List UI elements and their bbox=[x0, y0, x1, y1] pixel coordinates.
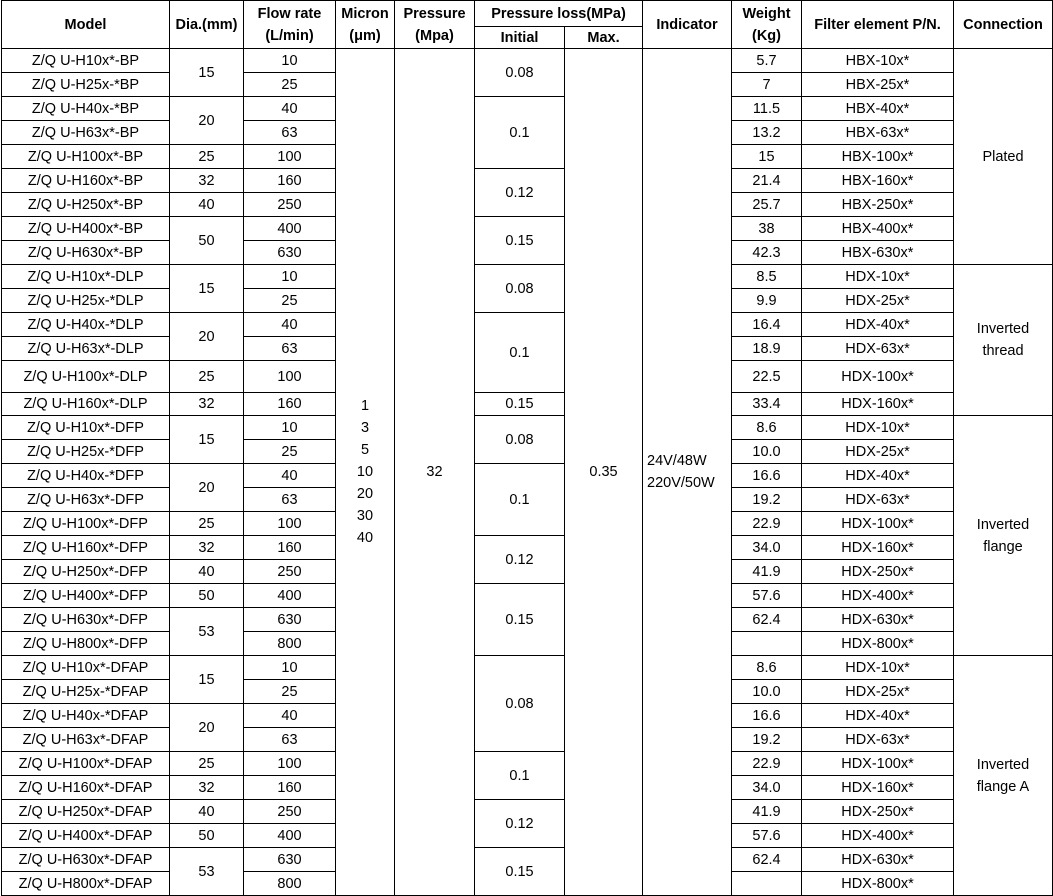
dia-cell: 50 bbox=[170, 584, 244, 608]
table-row bbox=[2, 536, 1053, 560]
header-pressure-loss: Pressure loss(MPa) bbox=[475, 1, 643, 27]
weight-cell: 62.4 bbox=[732, 608, 802, 632]
dia-cell: 40 bbox=[170, 800, 244, 824]
dia-cell: 40 bbox=[170, 193, 244, 217]
flow-rate-cell: 250 bbox=[244, 800, 336, 824]
initial-loss-cell: 0.08 bbox=[475, 49, 565, 97]
flow-rate-cell: 400 bbox=[244, 824, 336, 848]
filter-element-cell: HBX-160x* bbox=[802, 169, 954, 193]
flow-rate-cell: 800 bbox=[244, 632, 336, 656]
initial-loss-cell: 0.1 bbox=[475, 752, 565, 800]
micron-cell: 1 3 5 10 20 30 40 bbox=[336, 49, 395, 896]
dia-cell: 20 bbox=[170, 97, 244, 145]
initial-loss-cell: 0.08 bbox=[475, 416, 565, 464]
header-initial: Initial bbox=[475, 27, 565, 49]
weight-cell: 34.0 bbox=[732, 536, 802, 560]
flow-rate-cell: 160 bbox=[244, 393, 336, 416]
filter-element-cell: HDX-160x* bbox=[802, 776, 954, 800]
model-cell: Z/Q U-H250x*-BP bbox=[2, 193, 170, 217]
flow-rate-cell: 25 bbox=[244, 680, 336, 704]
flow-rate-cell: 10 bbox=[244, 265, 336, 289]
model-cell: Z/Q U-H40x-*DFAP bbox=[2, 704, 170, 728]
weight-cell bbox=[732, 632, 802, 656]
header-micron: Micron (μm) bbox=[336, 1, 395, 49]
flow-rate-cell: 400 bbox=[244, 584, 336, 608]
model-cell: Z/Q U-H25x-*DFP bbox=[2, 440, 170, 464]
table-row bbox=[2, 800, 1053, 824]
model-cell: Z/Q U-H63x*-DFP bbox=[2, 488, 170, 512]
flow-rate-cell: 100 bbox=[244, 512, 336, 536]
header-flow-rate: Flow rate (L/min) bbox=[244, 1, 336, 49]
model-cell: Z/Q U-H160x*-DLP bbox=[2, 393, 170, 416]
header-connection: Connection bbox=[954, 1, 1053, 49]
model-cell: Z/Q U-H100x*-DFAP bbox=[2, 752, 170, 776]
model-cell: Z/Q U-H100x*-DFP bbox=[2, 512, 170, 536]
flow-rate-cell: 10 bbox=[244, 49, 336, 73]
weight-cell: 22.9 bbox=[732, 752, 802, 776]
weight-cell: 25.7 bbox=[732, 193, 802, 217]
flow-rate-cell: 250 bbox=[244, 560, 336, 584]
dia-cell: 20 bbox=[170, 464, 244, 512]
initial-loss-cell: 0.08 bbox=[475, 656, 565, 752]
flow-rate-cell: 63 bbox=[244, 337, 336, 361]
model-cell: Z/Q U-H10x*-DFAP bbox=[2, 656, 170, 680]
weight-cell: 18.9 bbox=[732, 337, 802, 361]
weight-cell: 41.9 bbox=[732, 560, 802, 584]
filter-element-cell: HDX-800x* bbox=[802, 632, 954, 656]
weight-cell: 41.9 bbox=[732, 800, 802, 824]
filter-element-cell: HBX-400x* bbox=[802, 217, 954, 241]
weight-cell: 19.2 bbox=[732, 728, 802, 752]
initial-loss-cell: 0.12 bbox=[475, 800, 565, 848]
filter-element-cell: HBX-100x* bbox=[802, 145, 954, 169]
initial-loss-cell: 0.1 bbox=[475, 313, 565, 393]
flow-rate-cell: 25 bbox=[244, 289, 336, 313]
filter-element-cell: HDX-250x* bbox=[802, 800, 954, 824]
weight-cell: 8.6 bbox=[732, 656, 802, 680]
flow-rate-cell: 400 bbox=[244, 217, 336, 241]
model-cell: Z/Q U-H400x*-BP bbox=[2, 217, 170, 241]
weight-cell: 33.4 bbox=[732, 393, 802, 416]
model-cell: Z/Q U-H800x*-DFP bbox=[2, 632, 170, 656]
table-row bbox=[2, 169, 1053, 193]
model-cell: Z/Q U-H63x*-DLP bbox=[2, 337, 170, 361]
dia-cell: 15 bbox=[170, 49, 244, 97]
weight-cell: 7 bbox=[732, 73, 802, 97]
dia-cell: 40 bbox=[170, 560, 244, 584]
filter-element-cell: HDX-100x* bbox=[802, 361, 954, 393]
header-model: Model bbox=[2, 1, 170, 49]
initial-loss-cell: 0.12 bbox=[475, 169, 565, 217]
weight-cell: 34.0 bbox=[732, 776, 802, 800]
header-filter-element: Filter element P/N. bbox=[802, 1, 954, 49]
initial-loss-cell: 0.08 bbox=[475, 265, 565, 313]
filter-element-cell: HDX-10x* bbox=[802, 416, 954, 440]
filter-element-cell: HBX-40x* bbox=[802, 97, 954, 121]
weight-cell: 57.6 bbox=[732, 824, 802, 848]
table-row bbox=[2, 265, 1053, 289]
flow-rate-cell: 40 bbox=[244, 704, 336, 728]
flow-rate-cell: 160 bbox=[244, 536, 336, 560]
model-cell: Z/Q U-H25x-*DFAP bbox=[2, 680, 170, 704]
header-max: Max. bbox=[565, 27, 643, 49]
model-cell: Z/Q U-H40x-*DLP bbox=[2, 313, 170, 337]
table-row bbox=[2, 656, 1053, 680]
table-row bbox=[2, 393, 1053, 416]
filter-element-cell: HDX-63x* bbox=[802, 728, 954, 752]
dia-cell: 32 bbox=[170, 776, 244, 800]
indicator-cell: 24V/48W 220V/50W bbox=[643, 49, 732, 896]
dia-cell: 15 bbox=[170, 265, 244, 313]
header-pressure: Pressure (Mpa) bbox=[395, 1, 475, 49]
weight-cell: 57.6 bbox=[732, 584, 802, 608]
filter-element-cell: HBX-250x* bbox=[802, 193, 954, 217]
model-cell: Z/Q U-H400x*-DFP bbox=[2, 584, 170, 608]
flow-rate-cell: 63 bbox=[244, 488, 336, 512]
filter-element-cell: HBX-63x* bbox=[802, 121, 954, 145]
weight-cell: 8.5 bbox=[732, 265, 802, 289]
weight-cell: 38 bbox=[732, 217, 802, 241]
max-loss-cell: 0.35 bbox=[565, 49, 643, 896]
flow-rate-cell: 250 bbox=[244, 193, 336, 217]
model-cell: Z/Q U-H160x*-BP bbox=[2, 169, 170, 193]
header-row bbox=[2, 1, 1053, 27]
header-dia: Dia.(mm) bbox=[170, 1, 244, 49]
model-cell: Z/Q U-H160x*-DFAP bbox=[2, 776, 170, 800]
flow-rate-cell: 800 bbox=[244, 872, 336, 896]
dia-cell: 15 bbox=[170, 656, 244, 704]
header-indicator: Indicator bbox=[643, 1, 732, 49]
dia-cell: 25 bbox=[170, 752, 244, 776]
filter-element-cell: HDX-63x* bbox=[802, 337, 954, 361]
dia-cell: 53 bbox=[170, 608, 244, 656]
weight-cell: 22.9 bbox=[732, 512, 802, 536]
flow-rate-cell: 10 bbox=[244, 656, 336, 680]
model-cell: Z/Q U-H250x*-DFAP bbox=[2, 800, 170, 824]
weight-cell: 9.9 bbox=[732, 289, 802, 313]
table-body bbox=[2, 1, 1053, 896]
flow-rate-cell: 40 bbox=[244, 97, 336, 121]
model-cell: Z/Q U-H40x-*BP bbox=[2, 97, 170, 121]
model-cell: Z/Q U-H40x-*DFP bbox=[2, 464, 170, 488]
filter-element-cell: HDX-63x* bbox=[802, 488, 954, 512]
filter-element-cell: HDX-100x* bbox=[802, 752, 954, 776]
filter-element-cell: HDX-40x* bbox=[802, 464, 954, 488]
weight-cell: 62.4 bbox=[732, 848, 802, 872]
connection-cell: Plated bbox=[954, 49, 1053, 265]
flow-rate-cell: 630 bbox=[244, 608, 336, 632]
flow-rate-cell: 40 bbox=[244, 313, 336, 337]
dia-cell: 32 bbox=[170, 169, 244, 193]
table-row bbox=[2, 49, 1053, 73]
table-row bbox=[2, 584, 1053, 608]
dia-cell: 32 bbox=[170, 536, 244, 560]
flow-rate-cell: 63 bbox=[244, 728, 336, 752]
model-cell: Z/Q U-H63x*-DFAP bbox=[2, 728, 170, 752]
filter-element-cell: HBX-25x* bbox=[802, 73, 954, 97]
flow-rate-cell: 630 bbox=[244, 241, 336, 265]
filter-spec-table bbox=[1, 0, 1053, 896]
filter-element-cell: HDX-40x* bbox=[802, 704, 954, 728]
flow-rate-cell: 100 bbox=[244, 361, 336, 393]
filter-element-cell: HBX-10x* bbox=[802, 49, 954, 73]
weight-cell bbox=[732, 872, 802, 896]
flow-rate-cell: 100 bbox=[244, 145, 336, 169]
weight-cell: 16.6 bbox=[732, 704, 802, 728]
model-cell: Z/Q U-H10x*-DFP bbox=[2, 416, 170, 440]
filter-element-cell: HDX-160x* bbox=[802, 393, 954, 416]
weight-cell: 5.7 bbox=[732, 49, 802, 73]
table-row bbox=[2, 464, 1053, 488]
dia-cell: 15 bbox=[170, 416, 244, 464]
filter-element-cell: HDX-40x* bbox=[802, 313, 954, 337]
table-row bbox=[2, 752, 1053, 776]
filter-element-cell: HBX-630x* bbox=[802, 241, 954, 265]
table-row bbox=[2, 848, 1053, 872]
flow-rate-cell: 25 bbox=[244, 73, 336, 97]
weight-cell: 16.6 bbox=[732, 464, 802, 488]
filter-element-cell: HDX-630x* bbox=[802, 608, 954, 632]
filter-element-cell: HDX-10x* bbox=[802, 656, 954, 680]
connection-cell: Inverted flange bbox=[954, 416, 1053, 656]
initial-loss-cell: 0.1 bbox=[475, 464, 565, 536]
header-weight: Weight (Kg) bbox=[732, 1, 802, 49]
filter-element-cell: HDX-160x* bbox=[802, 536, 954, 560]
dia-cell: 20 bbox=[170, 313, 244, 361]
weight-cell: 13.2 bbox=[732, 121, 802, 145]
flow-rate-cell: 100 bbox=[244, 752, 336, 776]
initial-loss-cell: 0.1 bbox=[475, 97, 565, 169]
weight-cell: 10.0 bbox=[732, 680, 802, 704]
model-cell: Z/Q U-H160x*-DFP bbox=[2, 536, 170, 560]
filter-element-cell: HDX-630x* bbox=[802, 848, 954, 872]
dia-cell: 20 bbox=[170, 704, 244, 752]
filter-element-cell: HDX-400x* bbox=[802, 824, 954, 848]
filter-element-cell: HDX-25x* bbox=[802, 440, 954, 464]
filter-element-cell: HDX-800x* bbox=[802, 872, 954, 896]
filter-element-cell: HDX-25x* bbox=[802, 680, 954, 704]
model-cell: Z/Q U-H630x*-BP bbox=[2, 241, 170, 265]
weight-cell: 10.0 bbox=[732, 440, 802, 464]
flow-rate-cell: 160 bbox=[244, 169, 336, 193]
weight-cell: 19.2 bbox=[732, 488, 802, 512]
model-cell: Z/Q U-H25x-*DLP bbox=[2, 289, 170, 313]
weight-cell: 21.4 bbox=[732, 169, 802, 193]
weight-cell: 22.5 bbox=[732, 361, 802, 393]
filter-element-cell: HDX-400x* bbox=[802, 584, 954, 608]
initial-loss-cell: 0.12 bbox=[475, 536, 565, 584]
flow-rate-cell: 25 bbox=[244, 440, 336, 464]
flow-rate-cell: 40 bbox=[244, 464, 336, 488]
model-cell: Z/Q U-H10x*-DLP bbox=[2, 265, 170, 289]
initial-loss-cell: 0.15 bbox=[475, 393, 565, 416]
connection-cell: Inverted thread bbox=[954, 265, 1053, 416]
initial-loss-cell: 0.15 bbox=[475, 584, 565, 656]
dia-cell: 50 bbox=[170, 824, 244, 848]
model-cell: Z/Q U-H63x*-BP bbox=[2, 121, 170, 145]
weight-cell: 15 bbox=[732, 145, 802, 169]
filter-element-cell: HDX-10x* bbox=[802, 265, 954, 289]
dia-cell: 50 bbox=[170, 217, 244, 265]
filter-element-cell: HDX-250x* bbox=[802, 560, 954, 584]
model-cell: Z/Q U-H630x*-DFP bbox=[2, 608, 170, 632]
table-row bbox=[2, 313, 1053, 337]
initial-loss-cell: 0.15 bbox=[475, 217, 565, 265]
flow-rate-cell: 10 bbox=[244, 416, 336, 440]
table-row bbox=[2, 97, 1053, 121]
weight-cell: 11.5 bbox=[732, 97, 802, 121]
table-row bbox=[2, 416, 1053, 440]
model-cell: Z/Q U-H10x*-BP bbox=[2, 49, 170, 73]
weight-cell: 42.3 bbox=[732, 241, 802, 265]
connection-cell: Inverted flange A bbox=[954, 656, 1053, 896]
flow-rate-cell: 160 bbox=[244, 776, 336, 800]
model-cell: Z/Q U-H800x*-DFAP bbox=[2, 872, 170, 896]
model-cell: Z/Q U-H100x*-DLP bbox=[2, 361, 170, 393]
weight-cell: 16.4 bbox=[732, 313, 802, 337]
model-cell: Z/Q U-H250x*-DFP bbox=[2, 560, 170, 584]
pressure-cell: 32 bbox=[395, 49, 475, 896]
initial-loss-cell: 0.15 bbox=[475, 848, 565, 896]
model-cell: Z/Q U-H630x*-DFAP bbox=[2, 848, 170, 872]
model-cell: Z/Q U-H100x*-BP bbox=[2, 145, 170, 169]
model-cell: Z/Q U-H25x-*BP bbox=[2, 73, 170, 97]
dia-cell: 53 bbox=[170, 848, 244, 896]
model-cell: Z/Q U-H400x*-DFAP bbox=[2, 824, 170, 848]
table-row bbox=[2, 217, 1053, 241]
dia-cell: 25 bbox=[170, 512, 244, 536]
weight-cell: 8.6 bbox=[732, 416, 802, 440]
flow-rate-cell: 630 bbox=[244, 848, 336, 872]
dia-cell: 25 bbox=[170, 361, 244, 393]
filter-element-cell: HDX-25x* bbox=[802, 289, 954, 313]
dia-cell: 25 bbox=[170, 145, 244, 169]
dia-cell: 32 bbox=[170, 393, 244, 416]
filter-element-cell: HDX-100x* bbox=[802, 512, 954, 536]
flow-rate-cell: 63 bbox=[244, 121, 336, 145]
